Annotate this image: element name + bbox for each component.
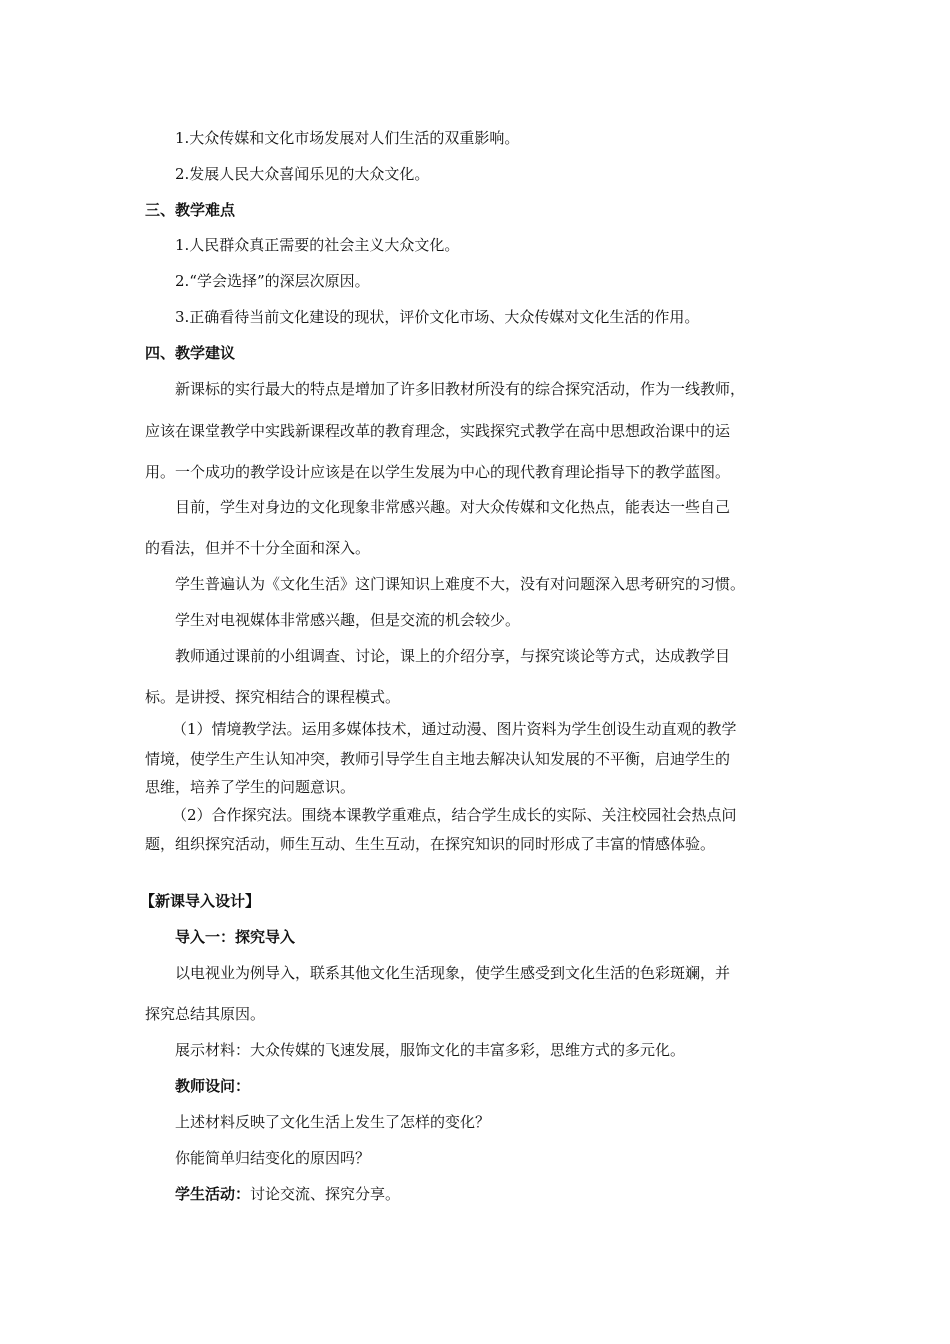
key-point-2: 2.发展人民大众喜闻乐见的大众文化。 xyxy=(175,165,430,183)
paragraph-line: 情境，使学生产生认知冲突，教师引导学生自主地去解决认知发展的不平衡，启迪学生的 xyxy=(145,750,731,768)
paragraph-line: 以电视业为例导入，联系其他文化生活现象，使学生感受到文化生活的色彩斑斓，并 xyxy=(175,964,731,982)
paragraph-line: 应该在课堂教学中实践新课程改革的教育理念，实践探究式教学在高中思想政治课中的运 xyxy=(145,422,731,440)
student-activity-text: 讨论交流、探究分享。 xyxy=(250,1185,401,1203)
paragraph-line: 题，组织探究活动，师生互动、生生互动，在探究知识的同时形成了丰富的情感体验。 xyxy=(145,835,716,853)
paragraph-line: （2）合作探究法。围绕本课教学重难点，结合学生成长的实际、关注校园社会热点问 xyxy=(172,806,737,824)
paragraph-line: 新课标的实行最大的特点是增加了许多旧教材所没有的综合探究活动，作为一线教师， xyxy=(175,380,746,398)
difficulty-1: 1.人民群众真正需要的社会主义大众文化。 xyxy=(175,236,460,254)
paragraph-line: 学生对电视媒体非常感兴趣，但是交流的机会较少。 xyxy=(175,611,521,629)
section-heading-difficulties: 三、教学难点 xyxy=(145,201,236,219)
question-1: 上述材料反映了文化生活上发生了怎样的变化？ xyxy=(175,1113,491,1131)
paragraph-line: 学生普遍认为《文化生活》这门课知识上难度不大，没有对问题深入思考研究的习惯。 xyxy=(175,575,746,593)
student-activity-label: 学生活动： xyxy=(175,1185,251,1203)
paragraph-line: 教师通过课前的小组调查、讨论，课上的介绍分享，与探究谈论等方式，达成教学目 xyxy=(175,647,731,665)
paragraph-line: 思维，培养了学生的问题意识。 xyxy=(145,778,356,796)
teacher-question-label: 教师设问： xyxy=(175,1077,251,1095)
paragraph-line: （1）情境教学法。运用多媒体技术，通过动漫、图片资料为学生创设生动直观的教学 xyxy=(172,720,737,738)
student-activity-line xyxy=(175,1184,400,1204)
subheading-intro-one: 导入一：探究导入 xyxy=(175,928,296,946)
difficulty-3: 3.正确看待当前文化建设的现状，评价文化市场、大众传媒对文化生活的作用。 xyxy=(175,308,700,326)
section-heading-intro-design: 【新课导入设计】 xyxy=(140,892,261,910)
paragraph-line: 用。一个成功的教学设计应该是在以学生发展为中心的现代教育理论指导下的教学蓝图。 xyxy=(145,463,731,481)
paragraph-line: 探究总结其原因。 xyxy=(145,1005,266,1023)
paragraph-line: 的看法，但并不十分全面和深入。 xyxy=(145,539,371,557)
section-heading-suggestions: 四、教学建议 xyxy=(145,344,236,362)
question-2: 你能简单归结变化的原因吗？ xyxy=(175,1149,371,1167)
paragraph-line: 展示材料：大众传媒的飞速发展，服饰文化的丰富多彩，思维方式的多元化。 xyxy=(175,1041,686,1059)
key-point-1: 1.大众传媒和文化市场发展对人们生活的双重影响。 xyxy=(175,129,520,147)
paragraph-line: 目前，学生对身边的文化现象非常感兴趣。对大众传媒和文化热点，能表达一些自己 xyxy=(175,498,731,516)
difficulty-2: 2.“学会选择”的深层次原因。 xyxy=(175,272,370,290)
paragraph-line: 标。是讲授、探究相结合的课程模式。 xyxy=(145,688,401,706)
